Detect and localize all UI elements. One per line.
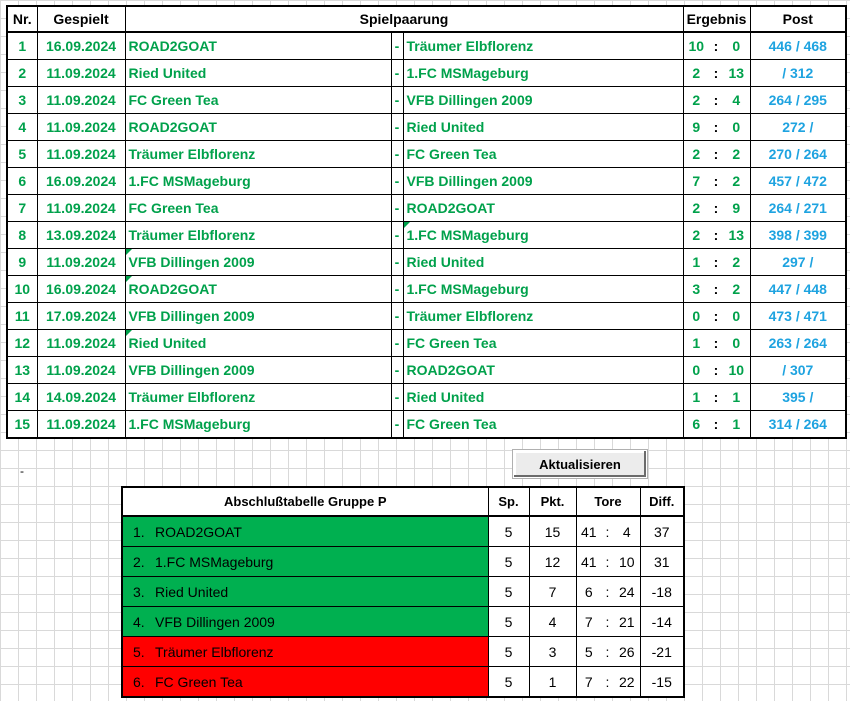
post-value: 395 / bbox=[750, 384, 846, 411]
standings-team-cell bbox=[122, 547, 488, 577]
standings-points: 12 bbox=[529, 547, 576, 577]
match-row bbox=[7, 357, 846, 384]
home-goals: 1 bbox=[683, 384, 709, 411]
away-goals: 0 bbox=[723, 330, 750, 357]
standings-team-name: 1.FC MSMageburg bbox=[155, 553, 274, 570]
standings-goals-for: 41 bbox=[576, 547, 601, 577]
away-goals: 4 bbox=[723, 87, 750, 114]
away-goals: 2 bbox=[723, 141, 750, 168]
away-team: Träumer Elbflorenz bbox=[403, 303, 683, 330]
pairing-separator: - bbox=[391, 195, 403, 222]
home-team: VFB Dillingen 2009 bbox=[125, 303, 391, 330]
away-team: FC Green Tea bbox=[403, 330, 683, 357]
match-date: 11.09.2024 bbox=[37, 195, 125, 222]
standings-goals-colon: : bbox=[601, 547, 614, 577]
match-number: 8 bbox=[7, 222, 37, 249]
away-goals: 13 bbox=[723, 222, 750, 249]
standings-header-row bbox=[122, 487, 684, 516]
away-team: 1.FC MSMageburg bbox=[403, 222, 683, 249]
header-post: Post bbox=[750, 6, 846, 32]
standings-goal-diff: -21 bbox=[640, 637, 684, 667]
standings-goal-diff: 37 bbox=[640, 516, 684, 547]
standings-goals-against: 26 bbox=[614, 637, 640, 667]
away-goals: 0 bbox=[723, 114, 750, 141]
home-goals: 9 bbox=[683, 114, 709, 141]
post-value: / 307 bbox=[750, 357, 846, 384]
match-number: 4 bbox=[7, 114, 37, 141]
score-colon: : bbox=[709, 249, 723, 276]
standings-row bbox=[122, 607, 684, 637]
pairing-separator: - bbox=[391, 330, 403, 357]
standings-team-name: Träumer Elbflorenz bbox=[155, 643, 274, 660]
match-number: 7 bbox=[7, 195, 37, 222]
score-colon: : bbox=[709, 276, 723, 303]
match-date: 16.09.2024 bbox=[37, 32, 125, 60]
standings-team-cell bbox=[122, 637, 488, 667]
away-goals: 0 bbox=[723, 303, 750, 330]
standings-row bbox=[122, 516, 684, 547]
match-schedule-table bbox=[6, 5, 847, 439]
match-header-row bbox=[7, 6, 846, 32]
away-goals: 1 bbox=[723, 384, 750, 411]
standings-goals-colon: : bbox=[601, 577, 614, 607]
standings-team-cell bbox=[122, 667, 488, 698]
home-team: FC Green Tea bbox=[125, 87, 391, 114]
standings-row bbox=[122, 637, 684, 667]
home-team: Ried United bbox=[125, 330, 391, 357]
home-team: 1.FC MSMageburg bbox=[125, 411, 391, 439]
standings-points: 1 bbox=[529, 667, 576, 698]
match-date: 11.09.2024 bbox=[37, 357, 125, 384]
away-team: ROAD2GOAT bbox=[403, 195, 683, 222]
standings-points: 4 bbox=[529, 607, 576, 637]
match-date: 11.09.2024 bbox=[37, 87, 125, 114]
home-team: FC Green Tea bbox=[125, 195, 391, 222]
standings-goals-against: 21 bbox=[614, 607, 640, 637]
away-team: VFB Dillingen 2009 bbox=[403, 87, 683, 114]
score-colon: : bbox=[709, 222, 723, 249]
pairing-separator: - bbox=[391, 384, 403, 411]
pairing-separator: - bbox=[391, 32, 403, 60]
standings-rank: 4. bbox=[133, 613, 145, 630]
standings-goals-for: 6 bbox=[576, 577, 601, 607]
match-row bbox=[7, 195, 846, 222]
standings-goals-for: 5 bbox=[576, 637, 601, 667]
standings-title: Abschlußtabelle Gruppe P bbox=[122, 487, 488, 516]
standings-games: 5 bbox=[488, 547, 529, 577]
home-team: Träumer Elbflorenz bbox=[125, 222, 391, 249]
standings-goals-against: 24 bbox=[614, 577, 640, 607]
score-colon: : bbox=[709, 168, 723, 195]
away-team: Träumer Elbflorenz bbox=[403, 32, 683, 60]
standings-team-name: FC Green Tea bbox=[155, 673, 243, 690]
away-goals: 9 bbox=[723, 195, 750, 222]
standings-games: 5 bbox=[488, 667, 529, 698]
standings-team-name: ROAD2GOAT bbox=[155, 523, 242, 540]
standings-goal-diff: -18 bbox=[640, 577, 684, 607]
away-goals: 1 bbox=[723, 411, 750, 439]
home-team: VFB Dillingen 2009 bbox=[125, 249, 391, 276]
home-goals: 10 bbox=[683, 32, 709, 60]
home-goals: 1 bbox=[683, 249, 709, 276]
away-goals: 10 bbox=[723, 357, 750, 384]
match-number: 1 bbox=[7, 32, 37, 60]
post-value: 446 / 468 bbox=[750, 32, 846, 60]
header-nr: Nr. bbox=[7, 6, 37, 32]
match-row bbox=[7, 114, 846, 141]
post-value: 264 / 295 bbox=[750, 87, 846, 114]
home-team: ROAD2GOAT bbox=[125, 276, 391, 303]
match-date: 17.09.2024 bbox=[37, 303, 125, 330]
home-goals: 0 bbox=[683, 303, 709, 330]
pairing-separator: - bbox=[391, 168, 403, 195]
standings-goals-for: 7 bbox=[576, 667, 601, 698]
post-value: 263 / 264 bbox=[750, 330, 846, 357]
standings-team-name: VFB Dillingen 2009 bbox=[155, 613, 275, 630]
post-value: 314 / 264 bbox=[750, 411, 846, 439]
away-team: Ried United bbox=[403, 114, 683, 141]
score-colon: : bbox=[709, 87, 723, 114]
standings-rank: 2. bbox=[133, 553, 145, 570]
match-number: 11 bbox=[7, 303, 37, 330]
standings-points: 7 bbox=[529, 577, 576, 607]
standings-team-name: Ried United bbox=[155, 583, 229, 600]
home-goals: 2 bbox=[683, 222, 709, 249]
standings-rank: 5. bbox=[133, 643, 145, 660]
away-goals: 0 bbox=[723, 32, 750, 60]
pairing-separator: - bbox=[391, 276, 403, 303]
home-goals: 2 bbox=[683, 87, 709, 114]
match-number: 14 bbox=[7, 384, 37, 411]
post-value: 457 / 472 bbox=[750, 168, 846, 195]
home-goals: 1 bbox=[683, 330, 709, 357]
match-number: 6 bbox=[7, 168, 37, 195]
standings-points: 15 bbox=[529, 516, 576, 547]
pairing-separator: - bbox=[391, 249, 403, 276]
match-date: 11.09.2024 bbox=[37, 114, 125, 141]
standings-goals-colon: : bbox=[601, 516, 614, 547]
post-value: 447 / 448 bbox=[750, 276, 846, 303]
score-colon: : bbox=[709, 384, 723, 411]
header-date: Gespielt bbox=[37, 6, 125, 32]
match-date: 11.09.2024 bbox=[37, 141, 125, 168]
standings-row bbox=[122, 577, 684, 607]
match-number: 15 bbox=[7, 411, 37, 439]
home-team: Träumer Elbflorenz bbox=[125, 384, 391, 411]
match-date: 11.09.2024 bbox=[37, 411, 125, 439]
pairing-separator: - bbox=[391, 303, 403, 330]
match-row bbox=[7, 411, 846, 439]
post-value: 473 / 471 bbox=[750, 303, 846, 330]
match-number: 10 bbox=[7, 276, 37, 303]
match-row bbox=[7, 249, 846, 276]
home-team: ROAD2GOAT bbox=[125, 114, 391, 141]
home-goals: 2 bbox=[683, 141, 709, 168]
away-team: FC Green Tea bbox=[403, 411, 683, 439]
match-number: 9 bbox=[7, 249, 37, 276]
match-date: 13.09.2024 bbox=[37, 222, 125, 249]
match-date: 11.09.2024 bbox=[37, 330, 125, 357]
pairing-separator: - bbox=[391, 222, 403, 249]
away-team: 1.FC MSMageburg bbox=[403, 276, 683, 303]
standings-team-cell bbox=[122, 516, 488, 547]
home-goals: 2 bbox=[683, 195, 709, 222]
pairing-separator: - bbox=[391, 141, 403, 168]
match-row bbox=[7, 141, 846, 168]
standings-goals-against: 10 bbox=[614, 547, 640, 577]
match-row bbox=[7, 330, 846, 357]
standings-goals-against: 22 bbox=[614, 667, 640, 698]
header-goals: Tore bbox=[576, 487, 640, 516]
match-number: 5 bbox=[7, 141, 37, 168]
standings-games: 5 bbox=[488, 637, 529, 667]
home-goals: 2 bbox=[683, 60, 709, 87]
standings-games: 5 bbox=[488, 607, 529, 637]
standings-table bbox=[121, 486, 685, 698]
match-number: 13 bbox=[7, 357, 37, 384]
stray-dash-mark: - bbox=[20, 464, 24, 478]
away-team: 1.FC MSMageburg bbox=[403, 60, 683, 87]
standings-rank: 6. bbox=[133, 673, 145, 690]
match-date: 14.09.2024 bbox=[37, 384, 125, 411]
home-team: VFB Dillingen 2009 bbox=[125, 357, 391, 384]
standings-goal-diff: -15 bbox=[640, 667, 684, 698]
match-number: 3 bbox=[7, 87, 37, 114]
score-colon: : bbox=[709, 114, 723, 141]
score-colon: : bbox=[709, 411, 723, 439]
match-row bbox=[7, 60, 846, 87]
match-row bbox=[7, 168, 846, 195]
standings-rank: 1. bbox=[133, 523, 145, 540]
standings-goals-colon: : bbox=[601, 637, 614, 667]
match-row bbox=[7, 303, 846, 330]
away-goals: 2 bbox=[723, 249, 750, 276]
standings-row bbox=[122, 667, 684, 698]
score-colon: : bbox=[709, 195, 723, 222]
score-colon: : bbox=[709, 330, 723, 357]
home-goals: 7 bbox=[683, 168, 709, 195]
refresh-button[interactable]: Aktualisieren bbox=[513, 450, 647, 478]
match-number: 12 bbox=[7, 330, 37, 357]
pairing-separator: - bbox=[391, 114, 403, 141]
score-colon: : bbox=[709, 303, 723, 330]
home-team: ROAD2GOAT bbox=[125, 32, 391, 60]
post-value: 272 / bbox=[750, 114, 846, 141]
home-team: 1.FC MSMageburg bbox=[125, 168, 391, 195]
pairing-separator: - bbox=[391, 87, 403, 114]
pairing-separator: - bbox=[391, 411, 403, 439]
header-pairing: Spielpaarung bbox=[125, 6, 683, 32]
match-row bbox=[7, 276, 846, 303]
header-points: Pkt. bbox=[529, 487, 576, 516]
home-team: Ried United bbox=[125, 60, 391, 87]
score-colon: : bbox=[709, 60, 723, 87]
home-goals: 0 bbox=[683, 357, 709, 384]
match-row bbox=[7, 222, 846, 249]
standings-games: 5 bbox=[488, 577, 529, 607]
header-result: Ergebnis bbox=[683, 6, 750, 32]
post-value: 264 / 271 bbox=[750, 195, 846, 222]
score-colon: : bbox=[709, 32, 723, 60]
match-date: 11.09.2024 bbox=[37, 249, 125, 276]
home-goals: 6 bbox=[683, 411, 709, 439]
away-goals: 2 bbox=[723, 276, 750, 303]
away-goals: 2 bbox=[723, 168, 750, 195]
standings-team-cell bbox=[122, 607, 488, 637]
standings-goals-colon: : bbox=[601, 607, 614, 637]
standings-goals-for: 41 bbox=[576, 516, 601, 547]
home-team: Träumer Elbflorenz bbox=[125, 141, 391, 168]
pairing-separator: - bbox=[391, 357, 403, 384]
standings-goal-diff: 31 bbox=[640, 547, 684, 577]
away-team: VFB Dillingen 2009 bbox=[403, 168, 683, 195]
match-row bbox=[7, 384, 846, 411]
score-colon: : bbox=[709, 357, 723, 384]
standings-goal-diff: -14 bbox=[640, 607, 684, 637]
match-number: 2 bbox=[7, 60, 37, 87]
pairing-separator: - bbox=[391, 60, 403, 87]
home-goals: 3 bbox=[683, 276, 709, 303]
header-diff: Diff. bbox=[640, 487, 684, 516]
match-date: 16.09.2024 bbox=[37, 168, 125, 195]
standings-goals-for: 7 bbox=[576, 607, 601, 637]
away-team: FC Green Tea bbox=[403, 141, 683, 168]
away-goals: 13 bbox=[723, 60, 750, 87]
standings-goals-colon: : bbox=[601, 667, 614, 698]
post-value: 297 / bbox=[750, 249, 846, 276]
standings-row bbox=[122, 547, 684, 577]
score-colon: : bbox=[709, 141, 723, 168]
standings-goals-against: 4 bbox=[614, 516, 640, 547]
standings-points: 3 bbox=[529, 637, 576, 667]
post-value: / 312 bbox=[750, 60, 846, 87]
match-date: 16.09.2024 bbox=[37, 276, 125, 303]
match-date: 11.09.2024 bbox=[37, 60, 125, 87]
standings-team-cell bbox=[122, 577, 488, 607]
away-team: Ried United bbox=[403, 249, 683, 276]
standings-rank: 3. bbox=[133, 583, 145, 600]
away-team: Ried United bbox=[403, 384, 683, 411]
away-team: ROAD2GOAT bbox=[403, 357, 683, 384]
post-value: 398 / 399 bbox=[750, 222, 846, 249]
match-row bbox=[7, 87, 846, 114]
post-value: 270 / 264 bbox=[750, 141, 846, 168]
match-row bbox=[7, 32, 846, 60]
standings-games: 5 bbox=[488, 516, 529, 547]
header-games: Sp. bbox=[488, 487, 529, 516]
